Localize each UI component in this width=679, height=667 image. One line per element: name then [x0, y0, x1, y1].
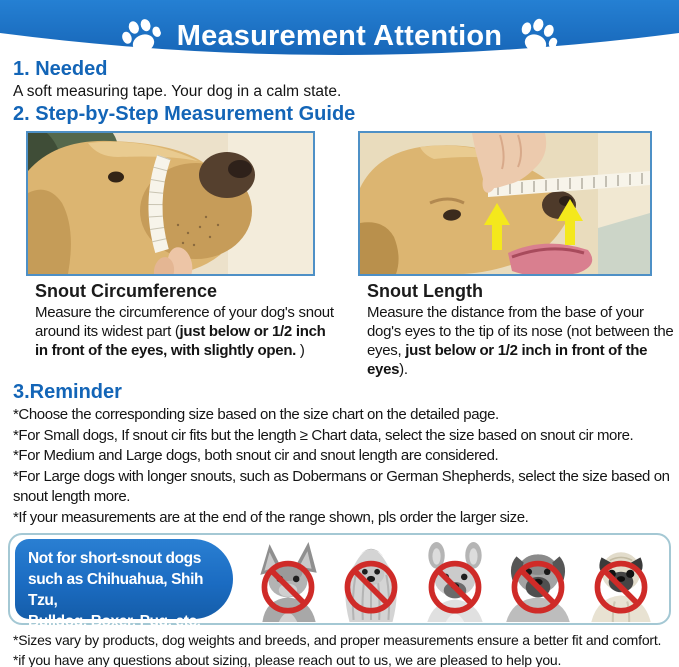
banner-content [0, 0, 679, 90]
page-title: Measurement Attention [176, 20, 503, 53]
reminder-item: *For Large dogs with longer snouts, such as Dobermans or German Shepherds, select the size based on snout length more. [13, 467, 670, 505]
snout-circumference-photo [26, 131, 315, 276]
section-guide-heading: 2. Step-by-Step Measurement Guide [13, 103, 356, 125]
measurement-figures [0, 131, 679, 379]
dog-chihuahua-illustration [248, 540, 328, 622]
caption-text-normal: Measure the circumference of your dog's snout around its widest part ( [35, 304, 334, 340]
caption-text-bold: just below or 1/2 inch in front of the eyes [367, 342, 648, 378]
page-subtitle: Please measure before buying [213, 69, 466, 89]
dog-snout-length-illustration [360, 133, 650, 274]
snout-circumference-text [35, 303, 341, 360]
caption-text-normal: Measure the distance from the base of your dog's eyes to the tip of its nose (not between the eyes, [367, 304, 674, 359]
reminder-item: *If your measurements are at the end of the range shown, pls order the larger size. [13, 508, 529, 526]
footer-note: *if you have any questions about sizing, please reach out to us, we are pleased to help you. [13, 652, 562, 667]
snout-length-title: Snout Length [367, 281, 483, 301]
section-needed-heading: 1. Needed [13, 58, 108, 80]
dog-boxer-illustration [498, 540, 578, 622]
section-reminder [0, 381, 679, 528]
dog-snout-circumference-illustration [28, 133, 313, 274]
dog-french-bulldog-illustration [415, 540, 495, 622]
caption-text-normal: ). [399, 361, 408, 378]
snout-circumference-title: Snout Circumference [35, 281, 218, 301]
reminder-item: *For Medium and Large dogs, both snout cir and snout length are considered. [13, 447, 499, 464]
dog-shih-tzu-illustration [331, 540, 411, 622]
section-needed-body: A soft measuring tape. Your dog in a calm state. [13, 83, 342, 100]
snout-length-caption [358, 276, 674, 379]
prohibited-dogs-row [248, 537, 661, 622]
snout-circumference-caption [26, 276, 334, 360]
paw-icon [513, 12, 563, 60]
paw-icon [116, 12, 166, 60]
short-snout-warning-box [15, 539, 233, 630]
section-guide [0, 103, 679, 126]
figure-snout-length [358, 131, 674, 379]
caption-text-bold: just below or 1/2 inch in front of the eyes, with slightly open. [35, 323, 326, 359]
snout-length-text [367, 303, 679, 379]
warning-line: Bulldog, Boxer, Pug, etc. [28, 613, 201, 630]
warning-line: such as Chihuahua, Shih Tzu, [28, 571, 204, 609]
footer-note: *Sizes vary by products, dog weights and breeds, and proper measurements ensure a better fit and comfort. [13, 632, 662, 648]
caption-text-normal: ) [296, 342, 305, 359]
reminder-item: *For Small dogs, If snout cir fits but the length ≥ Chart data, select the size based on snout cir more. [13, 426, 634, 444]
figure-snout-circumference [26, 131, 334, 379]
section-reminder-heading: 3.Reminder [13, 381, 122, 403]
warning-line: Not for short-snout dogs [28, 550, 201, 567]
short-snout-warning-banner [8, 533, 671, 630]
dog-pug-illustration [581, 540, 661, 622]
snout-length-photo [358, 131, 652, 276]
reminder-item: *Choose the corresponding size based on the size chart on the detailed page. [13, 406, 499, 423]
